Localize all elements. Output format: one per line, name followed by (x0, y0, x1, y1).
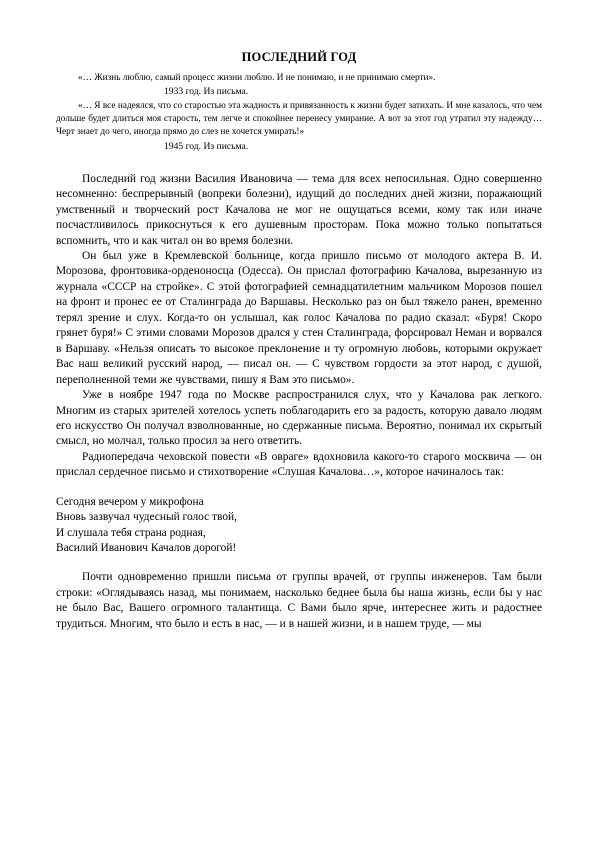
epigraph-block (56, 72, 542, 154)
poem-line: Василий Иванович Качалов дорогой! (56, 541, 237, 554)
body-paragraph-1: Последний год жизни Василия Ивановича — тема для всех непосильная. Одно совершенно несомненно: беспрерывный (вопреки болезни), идущий до последних дней жизни, поражающий умственный и творческий рост Качалова не мог не ощущаться всеми, кому так или иначе посчастливилось прикоснуться к его душевным просторам. Пока можно только попытаться вспомнить, что и как читал он во время болезни. (56, 172, 542, 247)
poem-line: И слушала тебя страна родная, (56, 526, 206, 539)
body-paragraph-5: Почти одновременно пришли письма от группы врачей, от группы инженеров. Там были строки: «Оглядываясь назад, мы понимаем, насколько беднее была бы наша жизнь, если бы у нас не было Вас, Вашего огромного талантища. С Вами было ярче, интереснее жить и радостнее трудиться. Многим, что было и есть в нас, — и в нашей жизни, и в нашем труде, — мы (56, 571, 542, 630)
epigraph-attribution-2: 1945 год. Из письма. (164, 140, 249, 152)
epigraph-quote-2: «… Я все надеялся, что со старостью эта жадность и привязанность к жизни будет затихать. И мне казалось, что чем дольше будет длиться моя старость, тем легче и спокойнее перенесу умирание. А вот за этот год утратил эту надежду… Черт знает до чего, иногда прямо до слез не хочется умирать!» (56, 101, 542, 138)
body-paragraph-2: Он был уже в Кремлевской больнице, когда пришло письмо от молодого актера В. И. Морозова, фронтовика-орденоносца (Одесса). Он прислал фотографию Качалова, вырезанную из журнала «СССР на стройке». С этой фотографией семнадцатилетним мальчиком Морозов пошел на фронт и пронес ее от Сталинграда до Варшавы. Несколько раз он был тяжело ранен, временно терял зрение и слух. Когда-то он услышал, как голос Качалова по радио сказал: «Буря! Скоро грянет буря!» С этими словами Морозов дрался у стен Сталинграда, форсировал Неман и ворвался в Варшаву. «Нельзя описать то высокое преклонение и ту огромную любовь, которыми окружает Вас наш великий русский народ, — писал он. — С чувством гордости за этот народ, с душой, переполненной теми же чувствами, пишу я Вам это письмо». (56, 250, 542, 386)
epigraph-quote-1: «… Жизнь люблю, самый процесс жизни люблю. И не понимаю, и не принимаю смерти». (78, 72, 436, 83)
page-title: ПОСЛЕДНИЙ ГОД (241, 50, 357, 64)
body-paragraph-4: Радиопередача чеховской повести «В овраге» вдохновила какого-то старого москвича — он прислал сердечное письмо и стихотворение «Слушая Качалова…», которое начиналось так: (56, 450, 542, 479)
poem-line: Вновь зазвучал чудесный голос твой, (56, 511, 237, 524)
body-paragraph-3: Уже в ноябре 1947 года по Москве распространился слух, что у Качалова рак легкого. Многим из старых зрителей хотелось успеть поблагодарить его за радость, которую давало людям его искусство Он получал взволнованные, но сдержанные письма. Вероятно, понимал их скрытый смысл, но молчал, только просил за него ответить. (56, 389, 542, 448)
poem-line: Сегодня вечером у микрофона (56, 495, 204, 508)
body-text (56, 172, 542, 632)
poem-block (56, 495, 542, 557)
epigraph-attribution-1: 1933 год. Из письма. (164, 86, 249, 98)
